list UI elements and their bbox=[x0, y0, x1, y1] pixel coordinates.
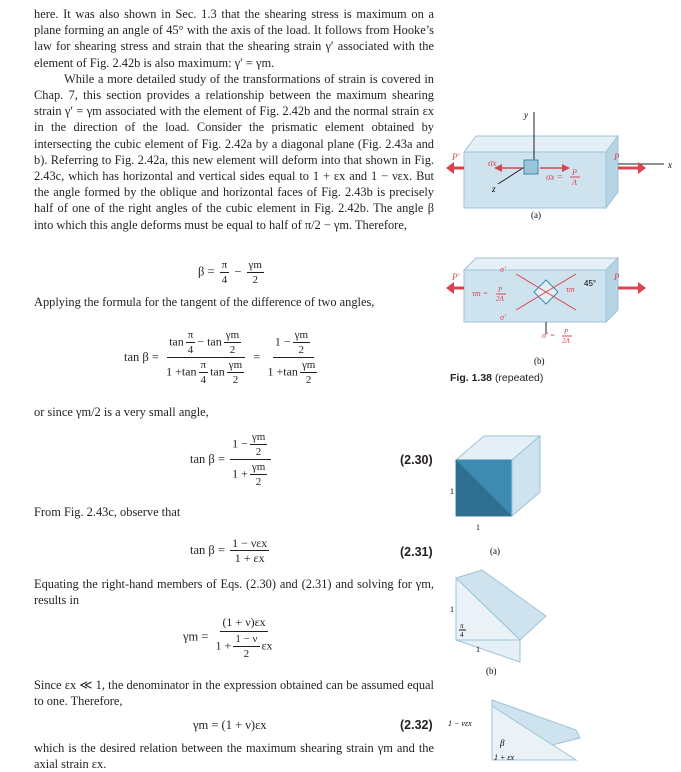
label-sigma-eq: σx = bbox=[546, 172, 563, 182]
body-text-6 bbox=[34, 576, 434, 608]
equation-number-2-30: (2.30) bbox=[400, 453, 433, 467]
label-a-den: A bbox=[572, 178, 577, 187]
svg-text:4: 4 bbox=[460, 631, 464, 639]
svg-text:P: P bbox=[498, 286, 503, 294]
label-2-43a: (a) bbox=[490, 546, 500, 556]
label-tau-right: τm bbox=[566, 285, 575, 294]
body-text-4 bbox=[34, 404, 434, 420]
body-text-top bbox=[34, 6, 434, 233]
figure-1-38a bbox=[446, 100, 681, 230]
label-pi4: π bbox=[460, 622, 464, 630]
label-45deg: 45° bbox=[584, 279, 597, 288]
label-c-bottom: 1 + εx bbox=[494, 753, 515, 762]
label-sigma-prime-eq: σ′ = bbox=[542, 331, 556, 340]
svg-text:2A: 2A bbox=[562, 337, 570, 345]
label-x: x bbox=[668, 160, 672, 170]
paragraph-1: here. It was also shown in Sec. 1.3 that the shearing stress is maximum on a plane forming an angle of 45° with the axis of the load. It follows from Hooke’s law for shearing stress and strain that the shearing strain γ′ associated with the element of Fig. 2.42b is also maximum: γ′ = γm. bbox=[34, 7, 434, 70]
label-p-prime-b: P′ bbox=[452, 272, 460, 282]
svg-text:1: 1 bbox=[476, 645, 480, 654]
svg-text:P: P bbox=[564, 328, 569, 336]
label-p-b: P bbox=[614, 272, 620, 282]
paragraph-6: Equating the right-hand members of Eqs. (2.30) and (2.31) and solving for γm, results in bbox=[34, 577, 434, 608]
figure-caption-1-38: Fig. 1.38 (repeated) bbox=[450, 372, 544, 384]
label-p-prime: P′ bbox=[452, 152, 460, 162]
label-sigma-prime-bottom: σ′ bbox=[500, 313, 506, 322]
equation-2-30: tan β = 1 − $\frac{\gamma m}{2}$ 1 + $\frac{\gamma m}{2}$ bbox=[190, 430, 273, 489]
label-a: (a) bbox=[531, 210, 541, 220]
paragraph-3: Applying the formula for the tangent of the difference of two angles, bbox=[34, 295, 375, 309]
body-text-5 bbox=[34, 504, 434, 520]
label-tau-eq: τm = bbox=[472, 289, 489, 298]
label-c-left: 1 − νεx bbox=[448, 719, 472, 728]
svg-text:2A: 2A bbox=[496, 295, 504, 303]
label-y: y bbox=[524, 110, 528, 120]
figure-2-43 bbox=[446, 430, 596, 768]
label-2-43b: (b) bbox=[486, 666, 497, 676]
equation-gamma-m: γm = (1 + ν)εx 1 + $\frac{1 - \nu}{2}$ εx bbox=[183, 615, 273, 660]
label-p-num: P bbox=[572, 168, 577, 177]
stress-element bbox=[524, 160, 538, 174]
figure-1-38b bbox=[446, 250, 681, 375]
label-p: P bbox=[614, 152, 620, 162]
svg-text:1: 1 bbox=[476, 523, 480, 532]
label-z: z bbox=[492, 184, 496, 194]
svg-text:1: 1 bbox=[450, 487, 454, 496]
equation-number-2-32: (2.32) bbox=[400, 718, 433, 732]
body-text-3 bbox=[34, 294, 434, 310]
paragraph-7: Since εx ≪ 1, the denominator in the expression obtained can be assumed equal to one. Therefore, bbox=[34, 678, 434, 709]
equation-number-2-31: (2.31) bbox=[400, 545, 433, 559]
paragraph-5: From Fig. 2.43c, observe that bbox=[34, 505, 181, 519]
paragraph-2: While a more detailed study of the transformations of strain is covered in Chap. 7, this section provides a relationship between the maximum shearing strain γ′ = γm associated with the element of Fig. 2.42b and the normal strain εx in the direction of the load. Consider the prismatic element obtained by intersecting the cubic element of Fig. 2.42a by a diagonal plane (Fig. 2.43a and b). Referring to Fig. 2.42a, this new element will deform into that shown in Fig. 2.43c, which has horizontal and vertical sides equal to 1 + εx and 1 − νεx. But the angle formed by the oblique and horizontal faces of Fig. 2.43b is precisely half of one of the right angles of the cubic element in Fig. 2.42b. The angle β into which this angle deforms must be equal to half of π/2 − γm. Therefore, bbox=[34, 71, 434, 232]
equation-2-31: tan β = $\frac{\text{1 − νεx}}{1 + \varepsilon x}$ bbox=[190, 536, 268, 565]
equation-2-32: γm = (1 + ν)εx bbox=[193, 718, 267, 732]
paragraph-4: or since γm/2 is a very small angle, bbox=[34, 405, 209, 419]
equation-tan-difference: tan β = tan $\frac{\pi}{4}$ − tan $\frac{\gamma m}{2}$ 1 +tan $\frac{\pi}{4}$ tan $\frac{\gamma m}{2}$ = 1 − $\frac{\gamma m}{2}$ 1 +tan $\frac{\gamma m}{2}$ bbox=[124, 329, 316, 386]
svg-text:1: 1 bbox=[450, 605, 454, 614]
paragraph-8: which is the desired relation between the maximum shearing strain γm and the axial strain εx. bbox=[34, 741, 434, 772]
label-sigma-x: σx bbox=[488, 158, 497, 168]
body-text-7 bbox=[34, 677, 434, 709]
label-beta: β bbox=[500, 738, 505, 748]
label-sigma-prime-top: σ′ bbox=[500, 265, 506, 274]
label-b: (b) bbox=[534, 356, 545, 366]
equation-beta: β = $\frac{\pi}{4}$ − $\frac{\gamma m}{2}$ bbox=[198, 259, 262, 286]
body-text-8 bbox=[34, 740, 434, 772]
